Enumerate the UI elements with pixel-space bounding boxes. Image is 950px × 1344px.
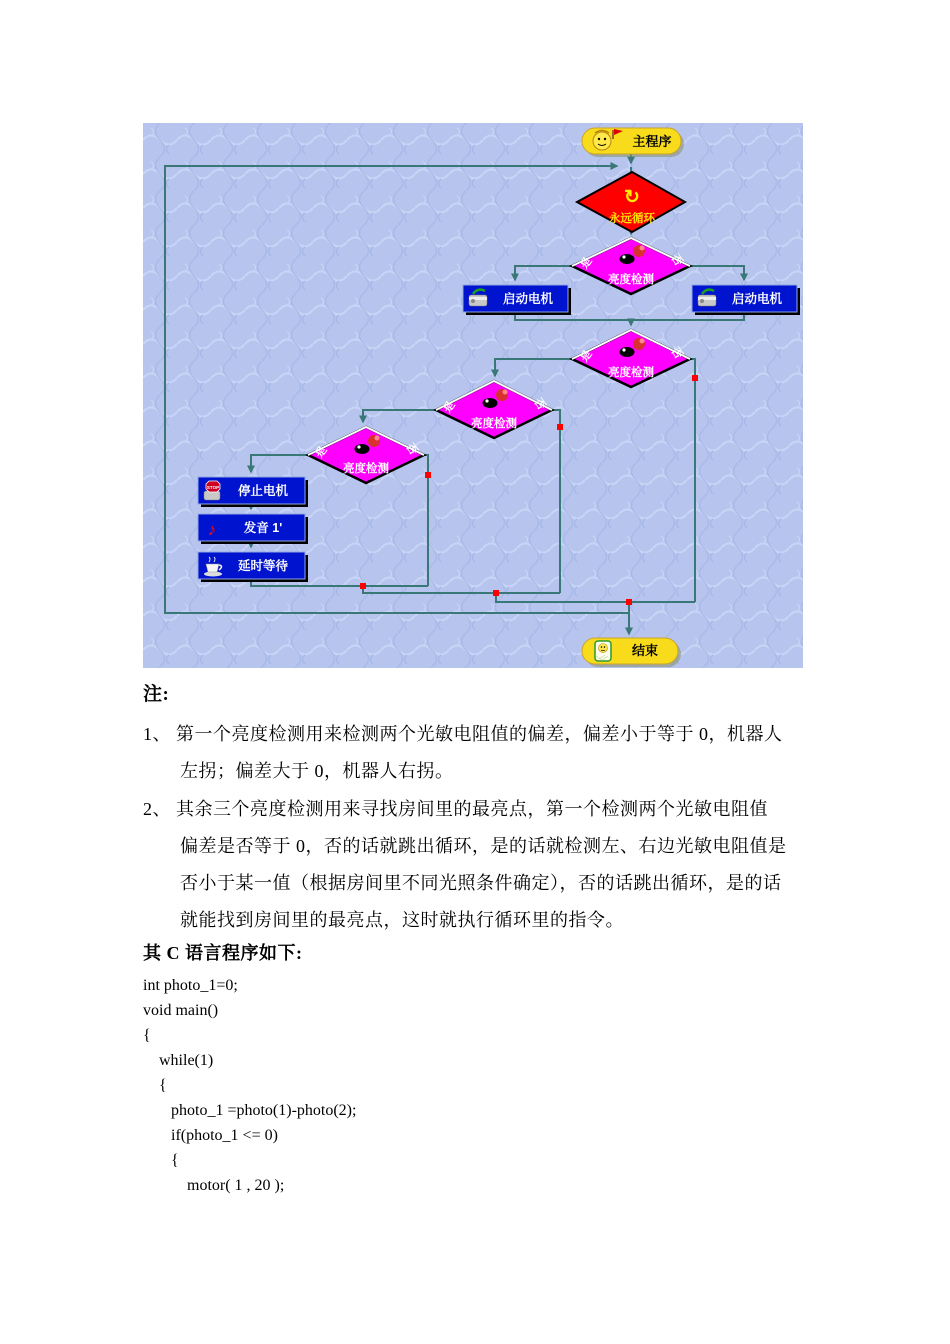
- decision-label: 亮度检测: [608, 367, 654, 379]
- code-line: int photo_1=0;: [143, 977, 238, 994]
- decision-label: 亮度检测: [608, 274, 654, 286]
- note-line: 就能找到房间里的最亮点，这时就执行循环里的指令。: [180, 910, 624, 930]
- motor-on-label: 启动电机: [731, 292, 783, 306]
- music-note-icon: ♪: [207, 520, 217, 539]
- stop-sign-text: STOP: [206, 485, 220, 490]
- flowchart-node-motor-on-right: [692, 285, 800, 315]
- start-label: 主程序: [632, 134, 672, 149]
- code-line: while(1): [143, 1052, 214, 1069]
- no-label: 否: [668, 252, 685, 269]
- code-line: void main(): [143, 1002, 219, 1019]
- end-label: 结束: [631, 643, 659, 658]
- junction-dot: [692, 375, 698, 381]
- motor-off-label: 停止电机: [237, 484, 289, 498]
- flowchart-node-motor-on-left: [463, 285, 571, 315]
- flowchart-node-delay: [198, 552, 308, 582]
- note-line: 否小于某一值（根据房间里不同光照条件确定），否的话跳出循环，是的话: [180, 873, 782, 893]
- flowchart-node-end: [582, 638, 681, 667]
- sound-label: 发音 1': [243, 521, 283, 535]
- motor-on-label: 启动电机: [502, 292, 554, 306]
- no-label: 否: [668, 345, 685, 362]
- note-line: 偏差是否等于 0，否的话就跳出循环，是的话就检测左、右边光敏电阻值是: [180, 836, 787, 856]
- note-line: 1、 第一个亮度检测用来检测两个光敏电阻值的偏差，偏差小于等于 0，机器人: [143, 724, 783, 744]
- junction-dot: [626, 599, 632, 605]
- junction-dot: [425, 472, 431, 478]
- junction-dot: [360, 583, 366, 589]
- junction-dot: [557, 424, 563, 430]
- notes-heading: 注:: [143, 684, 170, 705]
- code-line: if(photo_1 <= 0): [143, 1127, 278, 1144]
- flowchart-node-start: [582, 128, 684, 157]
- note-line: 2、 其余三个亮度检测用来寻找房间里的最亮点，第一个检测两个光敏电阻值: [143, 799, 768, 819]
- yes-label: 是: [441, 399, 458, 416]
- no-label: 否: [403, 441, 420, 458]
- code-line: {: [143, 1027, 151, 1044]
- code-line: motor( 1 , 20 );: [143, 1177, 285, 1194]
- decision-label: 亮度检测: [471, 418, 517, 430]
- code-heading: 其 C 语言程序如下:: [143, 943, 303, 963]
- yes-label: 是: [578, 348, 595, 365]
- smiley-card-icon: [595, 641, 611, 661]
- note-line: 左拐；偏差大于 0，机器人右拐。: [180, 761, 454, 781]
- code-line: {: [143, 1152, 179, 1169]
- loop-label: 永远循环: [609, 213, 655, 225]
- yes-label: 是: [313, 444, 330, 461]
- yes-label: 是: [578, 255, 595, 272]
- decision-label: 亮度检测: [343, 463, 389, 475]
- flowchart-canvas: [143, 123, 803, 668]
- junction-dot: [493, 590, 499, 596]
- code-line: {: [143, 1077, 167, 1094]
- code-line: photo_1 =photo(1)-photo(2);: [143, 1102, 357, 1119]
- loop-icon: ↻: [624, 187, 640, 208]
- flowchart-image[interactable]: [143, 123, 803, 668]
- flowchart-node-sound: [198, 514, 308, 544]
- no-label: 否: [531, 396, 548, 413]
- flowchart-node-motor-stop: [198, 477, 308, 507]
- delay-label: 延时等待: [237, 559, 289, 573]
